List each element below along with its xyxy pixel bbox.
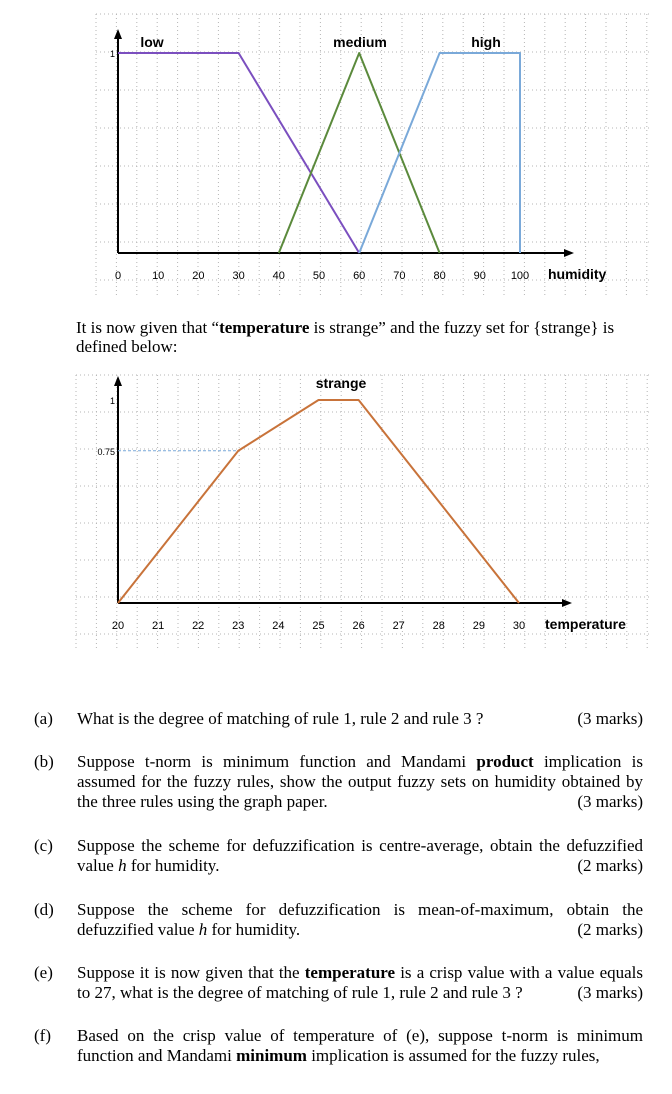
x-axis-arrow [564,249,574,257]
series-label-medium: medium [333,34,387,50]
series-line-high [359,53,520,253]
intro-text-after: is strange” and the fuzzy set for {strange} is defined below: [76,318,615,356]
question-text-before: Suppose the scheme for defuzzification is mean-of-maximum, obtain the defuzzified value [77,900,643,939]
question-text-italic: h [198,920,208,939]
question-text-bold: minimum [236,1046,307,1065]
y-axis-arrow [114,29,122,39]
question-marks: (2 marks) [577,856,643,875]
question-text-before: Suppose t-norm is minimum function and Mandami [77,752,477,771]
x-tick-label: 21 [151,620,165,632]
question-text-bold: temperature [304,963,396,982]
question-marks: (3 marks) [577,792,643,811]
series-label-low: low [140,34,164,50]
humidity-labels [110,34,607,282]
question-label: (d) [34,900,54,919]
x-tick-label: 20 [192,270,205,282]
x-tick-label: 23 [232,620,245,632]
question-text-before: Suppose the scheme for defuzzification is centre-average, obtain the defuzzified value [77,836,643,875]
intro-text-before: It is now given that “ [76,318,220,337]
x-tick-label: 20 [111,620,125,632]
question-marks: (3 marks) [577,983,643,1002]
x-tick-label: 80 [433,270,446,282]
question-text-before: Suppose it is now given that the [77,963,305,982]
temperature-axes [114,376,572,607]
x-tick-label: 24 [272,620,285,632]
x-tick-label: 0 [114,270,122,282]
question-text-after: for humidity. [126,856,220,875]
y-axis-arrow [114,376,122,386]
series-line-medium [279,53,440,253]
question-text-after: for humidity. [207,920,301,939]
question-text-bold: product [476,752,534,771]
question-label: (f) [34,1026,51,1045]
question-text: What is the degree of matching of rule 1, rule 2 and rule 3 ? [77,709,484,728]
question-label: (a) [34,709,53,728]
x-axis-label: temperature [545,616,626,632]
temperature-grid [76,375,650,650]
x-tick-label: 50 [312,270,326,282]
intro-paragraph [76,318,646,356]
x-axis-arrow [562,599,572,607]
question-label: (e) [34,963,53,982]
y-tick-label: 0.75 [97,446,115,457]
x-tick-label: 70 [393,270,406,282]
question-text-italic: h [118,856,127,875]
x-tick-label: 100 [510,270,530,282]
x-axis-label: humidity [548,266,607,282]
question-label: (c) [34,836,53,855]
x-tick-label: 30 [232,270,245,282]
intro-text-bold: temperature [219,318,310,337]
temperature-chart [0,355,672,655]
x-tick-label: 90 [473,270,486,282]
series-line-strange [118,400,519,603]
x-tick-label: 30 [512,620,526,632]
question-text-before: Based on the crisp value of temperature of (e), suppose t-norm is minimum function and Mandami [77,1026,643,1065]
question-marks: (3 marks) [577,709,643,728]
x-tick-label: 10 [152,270,165,282]
question-label: (b) [34,752,54,771]
x-tick-label: 40 [272,270,285,282]
question-text-after: implication is assumed for the fuzzy rules, show the output fuzzy sets on humidity obtained by the three rules using the graph paper. [77,752,643,811]
x-tick-label: 27 [392,620,405,632]
series-label-strange: strange [315,375,367,391]
x-tick-label: 28 [432,620,445,632]
question-text-after: implication is assumed for the fuzzy rules, [306,1046,600,1065]
temperature-series [118,400,519,603]
x-tick-label: 29 [472,620,486,632]
question-text-after: is a crisp value with a value equals to 27, what is the degree of matching of rule 1, rule 2 and rule 3 ? [77,963,643,1002]
question-marks: (2 marks) [577,920,643,939]
humidity-series [118,53,520,253]
series-label-high: high [471,34,501,50]
y-tick-label: 1 [109,396,115,406]
y-tick-label: 1 [109,49,115,59]
humidity-axes [114,29,574,257]
x-tick-label: 22 [192,620,205,632]
humidity-chart [0,0,672,300]
x-tick-label: 60 [353,270,366,282]
x-tick-label: 25 [312,620,325,632]
x-tick-label: 26 [352,620,365,632]
